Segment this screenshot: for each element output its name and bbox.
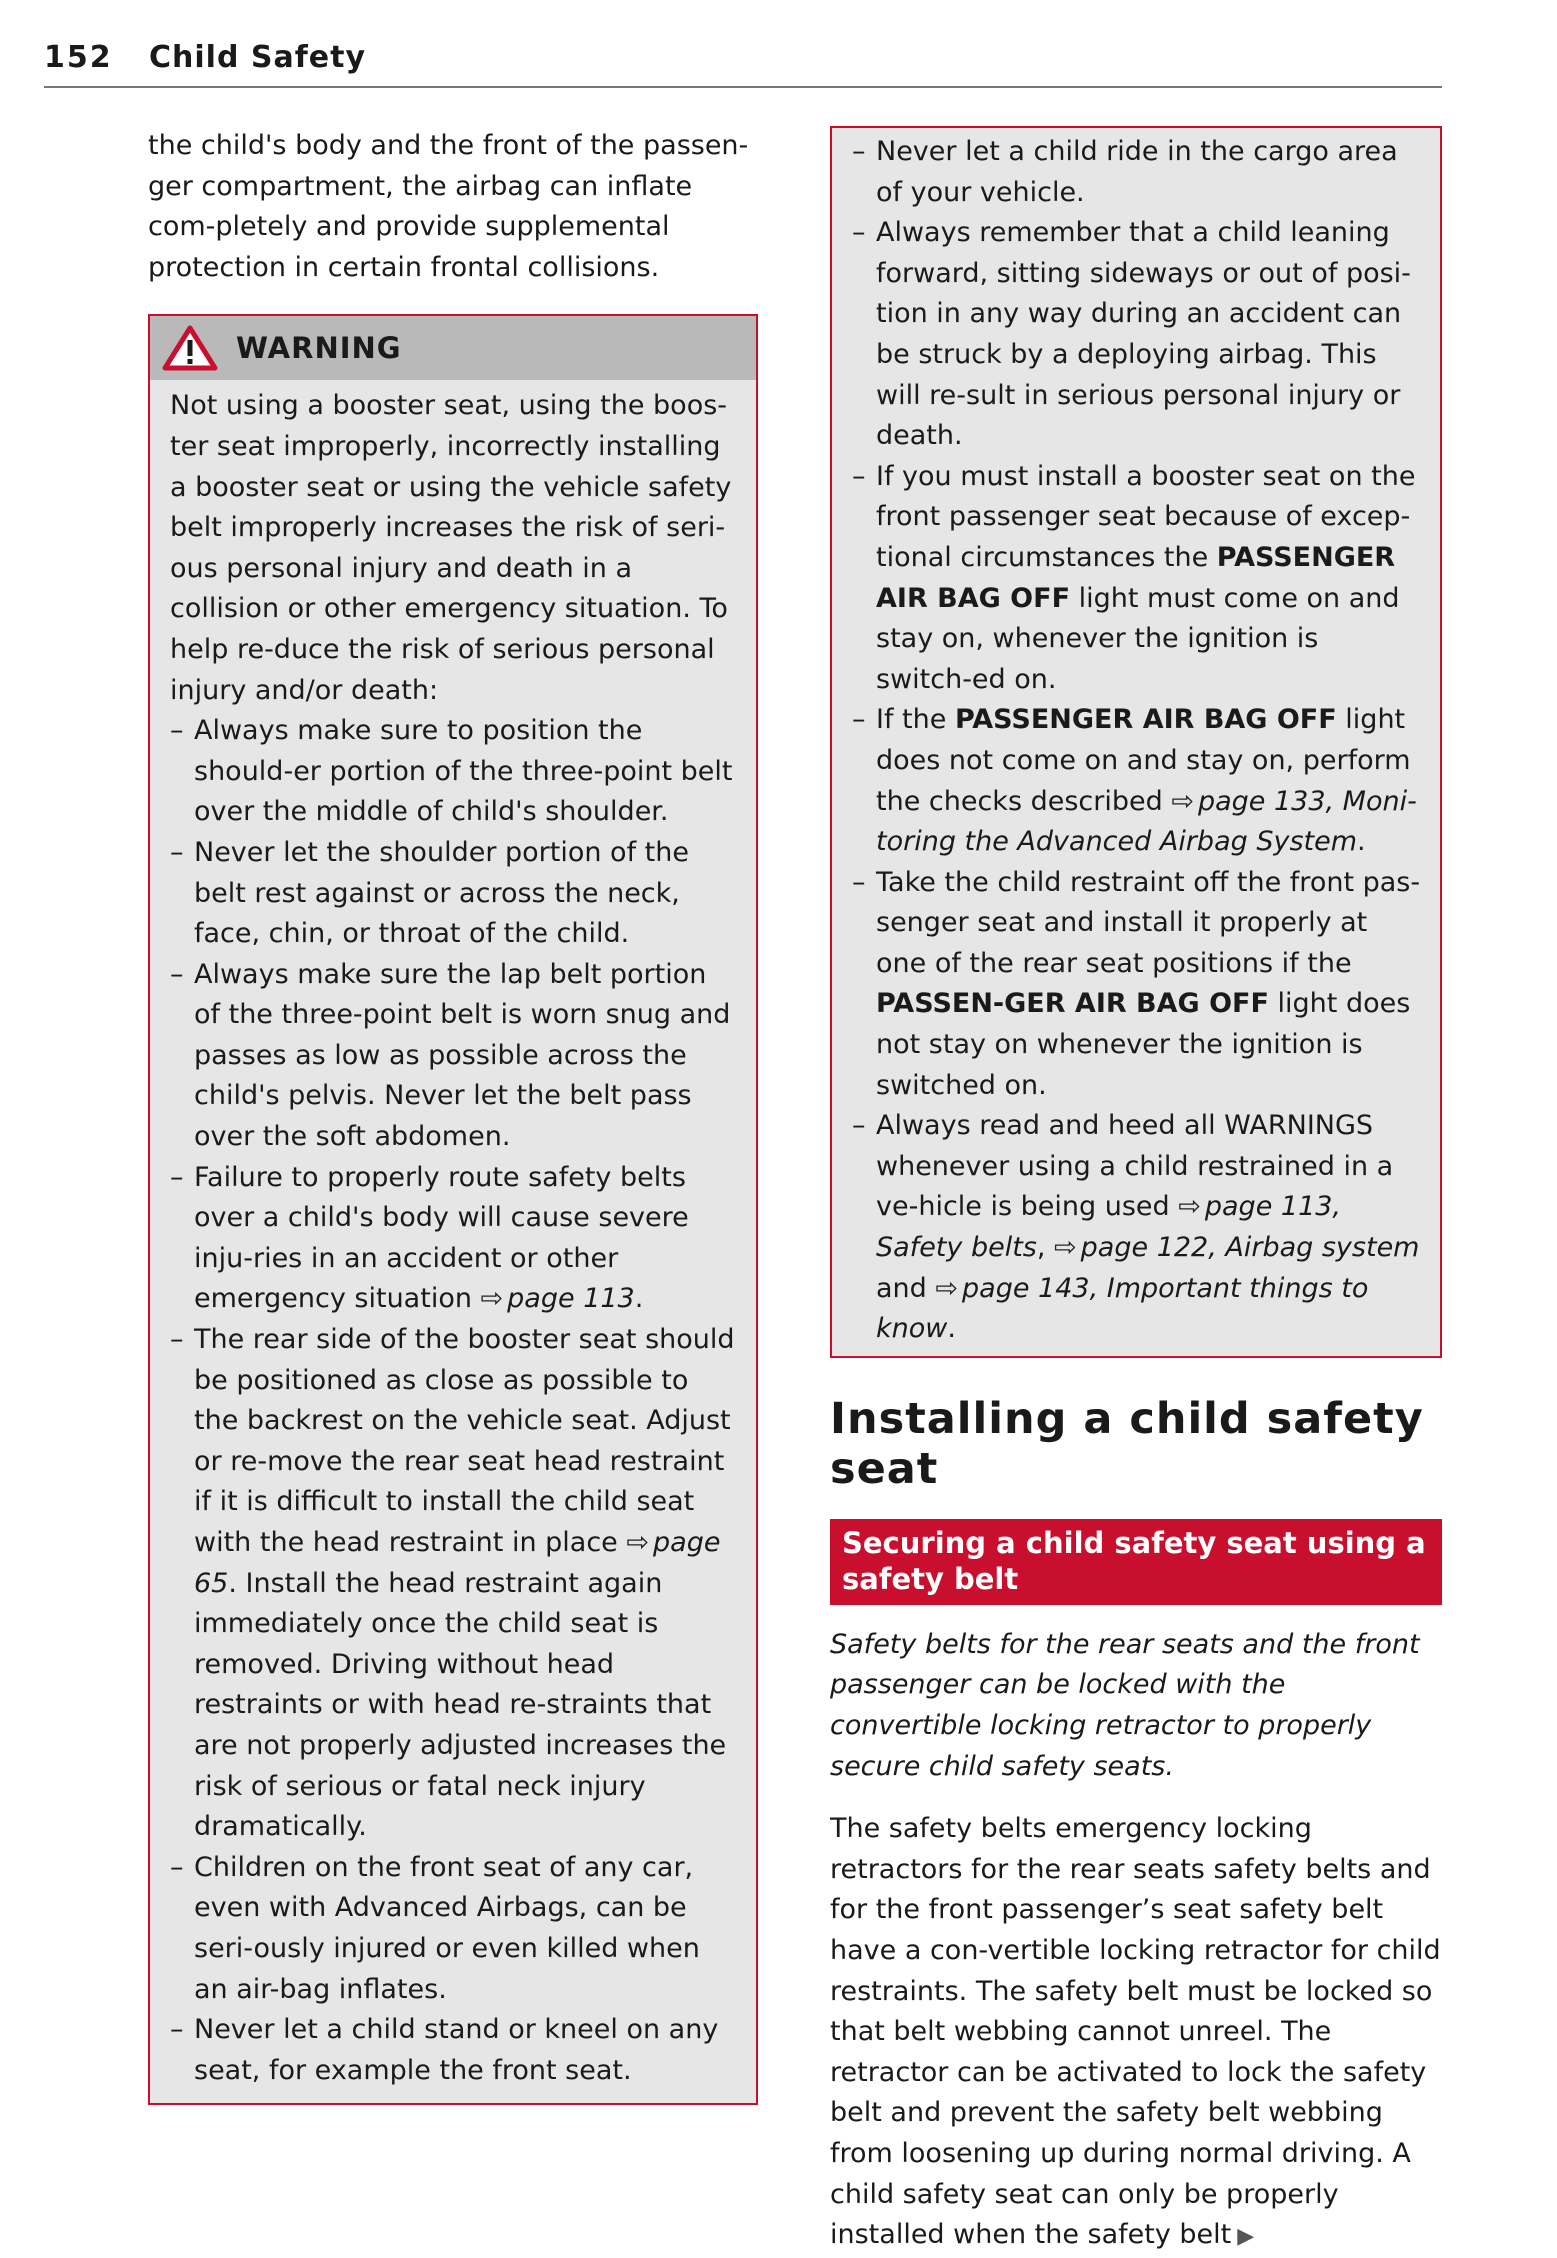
list-item: – Children on the front seat of any car, even with Advanced Airbags, can be seri-ously injured or even killed when an air-bag inflates. [170,1848,738,2010]
page-reference-link[interactable]: page 143, Important things to know [876,1272,1369,1345]
arrow-right-icon: ⇨ [935,1272,959,1304]
body-paragraph: The safety belts emergency locking retractors for the rear seats safety belts and for the front passenger’s seat safety belt have a con-vertible locking retractor for child restraints. The safety belt must be locked so that belt webbing cannot unreel. The retractor can be activated to lock the safety belt and prevent the safety belt webbing from loosening up during normal driving. A child safety seat can only be properly installed when the safety belt ▶ [830,1813,1441,2251]
list-item: – Always make sure to position the should-er portion of the three-point belt over the middle of child's shoulder. [170,711,738,833]
page-header [44,40,1442,88]
indicator-name: PASSENGER AIR BAG OFF [954,704,1337,736]
warning-body [150,380,756,2103]
warning-intro: Not using a booster seat, using the boos-ter seat improperly, incorrectly installing a booster seat or using the vehicle safety belt improperly increases the risk of seri-ous personal injury and death in a collision or other emergency situation. To help re-duce the risk of serious personal injury and/or death: [170,390,732,706]
indicator-name: PASSENGER AIR BAG OFF [876,541,1396,614]
page-reference-link[interactable]: page 113, Safety belts [876,1191,1342,1264]
indicator-name: PASSEN-GER AIR BAG OFF [876,988,1269,1020]
list-item: – Take the child restraint off the front pas-senger seat and install it properly at one of the rear seat positions if the PASSEN-GER AIR BAG OFF light does not stay on whenever the ignition is switched on. [852,863,1422,1107]
warning-list-continued [852,132,1422,1350]
intro-italic: Safety belts for the rear seats and the front passenger can be locked with the convertible locking retractor to properly secure child safety seats. [830,1628,1420,1782]
arrow-right-icon: ⇨ [1171,785,1194,817]
warning-box [148,314,758,2105]
right-column [830,126,1442,2258]
list-item: – The rear side of the booster seat should be positioned as close as possible to the backrest on the vehicle seat. Adjust or re-move the rear seat head restraint if it is difficult to install the child seat with the head restraint in place ⇨ page 65. Install the head restraint again immediately once the child seat is removed. Driving without head restraints or with head re-straints that are not properly adjusted increases the risk of serious or fatal neck injury dramatically. [170,1320,738,1848]
page-reference-link[interactable]: page 133, Moni-toring the Advanced Airbag System [876,785,1417,858]
arrow-right-icon: ⇨ [480,1283,504,1315]
subsection-heading: Securing a child safety seat using a safety belt [830,1519,1442,1605]
arrow-right-icon: ⇨ [626,1527,650,1558]
left-column [148,126,758,2105]
chapter-title: Child Safety [149,40,367,75]
warning-triangle-icon [162,325,218,371]
list-item: – Never let a child stand or kneel on any seat, for example the front seat. [170,2010,738,2091]
intro-paragraph: the child's body and the front of the passen-ger compartment, the airbag can inflate com-pletely and provide supplemental protection in certain frontal collisions. [148,130,749,283]
page-reference-link[interactable]: page 65 [194,1527,721,1599]
arrow-right-icon: ⇨ [1178,1191,1201,1223]
page-reference-link[interactable]: page 122, Airbag system [1080,1232,1420,1264]
section-heading: Installing a child safety seat [830,1393,1424,1494]
warning-label: WARNING [236,331,402,366]
arrow-right-icon: ⇨ [1054,1232,1077,1264]
warning-list [170,711,738,2091]
list-item: – Never let the shoulder portion of the belt rest against or across the neck, face, chin, or throat of the child. [170,833,738,955]
list-item: – If you must install a booster seat on the front passenger seat because of excep-tional circumstances the PASSENGER AIR BAG OFF light must come on and stay on, whenever the ignition is switch-ed on. [852,457,1422,701]
list-item: – Failure to properly route safety belts over a child's body will cause severe inju-ries in an accident or other emergency situation ⇨ page 113. [170,1158,738,1320]
warning-continuation-box [830,126,1442,1358]
list-item: – Never let a child ride in the cargo area of your vehicle. [852,132,1422,213]
list-item: – Always remember that a child leaning forward, sitting sideways or out of posi-tion in any way during an accident can be struck by a deploying airbag. This will re-sult in serious personal injury or death. [852,213,1422,457]
continue-arrow-icon: ▶ [1237,2224,1255,2250]
page-reference-link[interactable]: page 113 [507,1283,635,1315]
list-item: – Always make sure the lap belt portion of the three-point belt is worn snug and passes as low as possible across the child's pelvis. Never let the belt pass over the soft abdomen. [170,955,738,1158]
warning-header [150,316,756,380]
list-item: – Always read and heed all WARNINGS whenever using a child restrained in a ve-hicle is being used ⇨ page 113, Safety belts, ⇨ page 122, Airbag system and ⇨ page 143, Important things to know. [852,1106,1422,1350]
list-item: – If the PASSENGER AIR BAG OFF light does not come on and stay on, perform the checks described ⇨ page 133, Moni-toring the Advanced Airbag System. [852,700,1422,862]
page-number: 152 [44,40,113,75]
